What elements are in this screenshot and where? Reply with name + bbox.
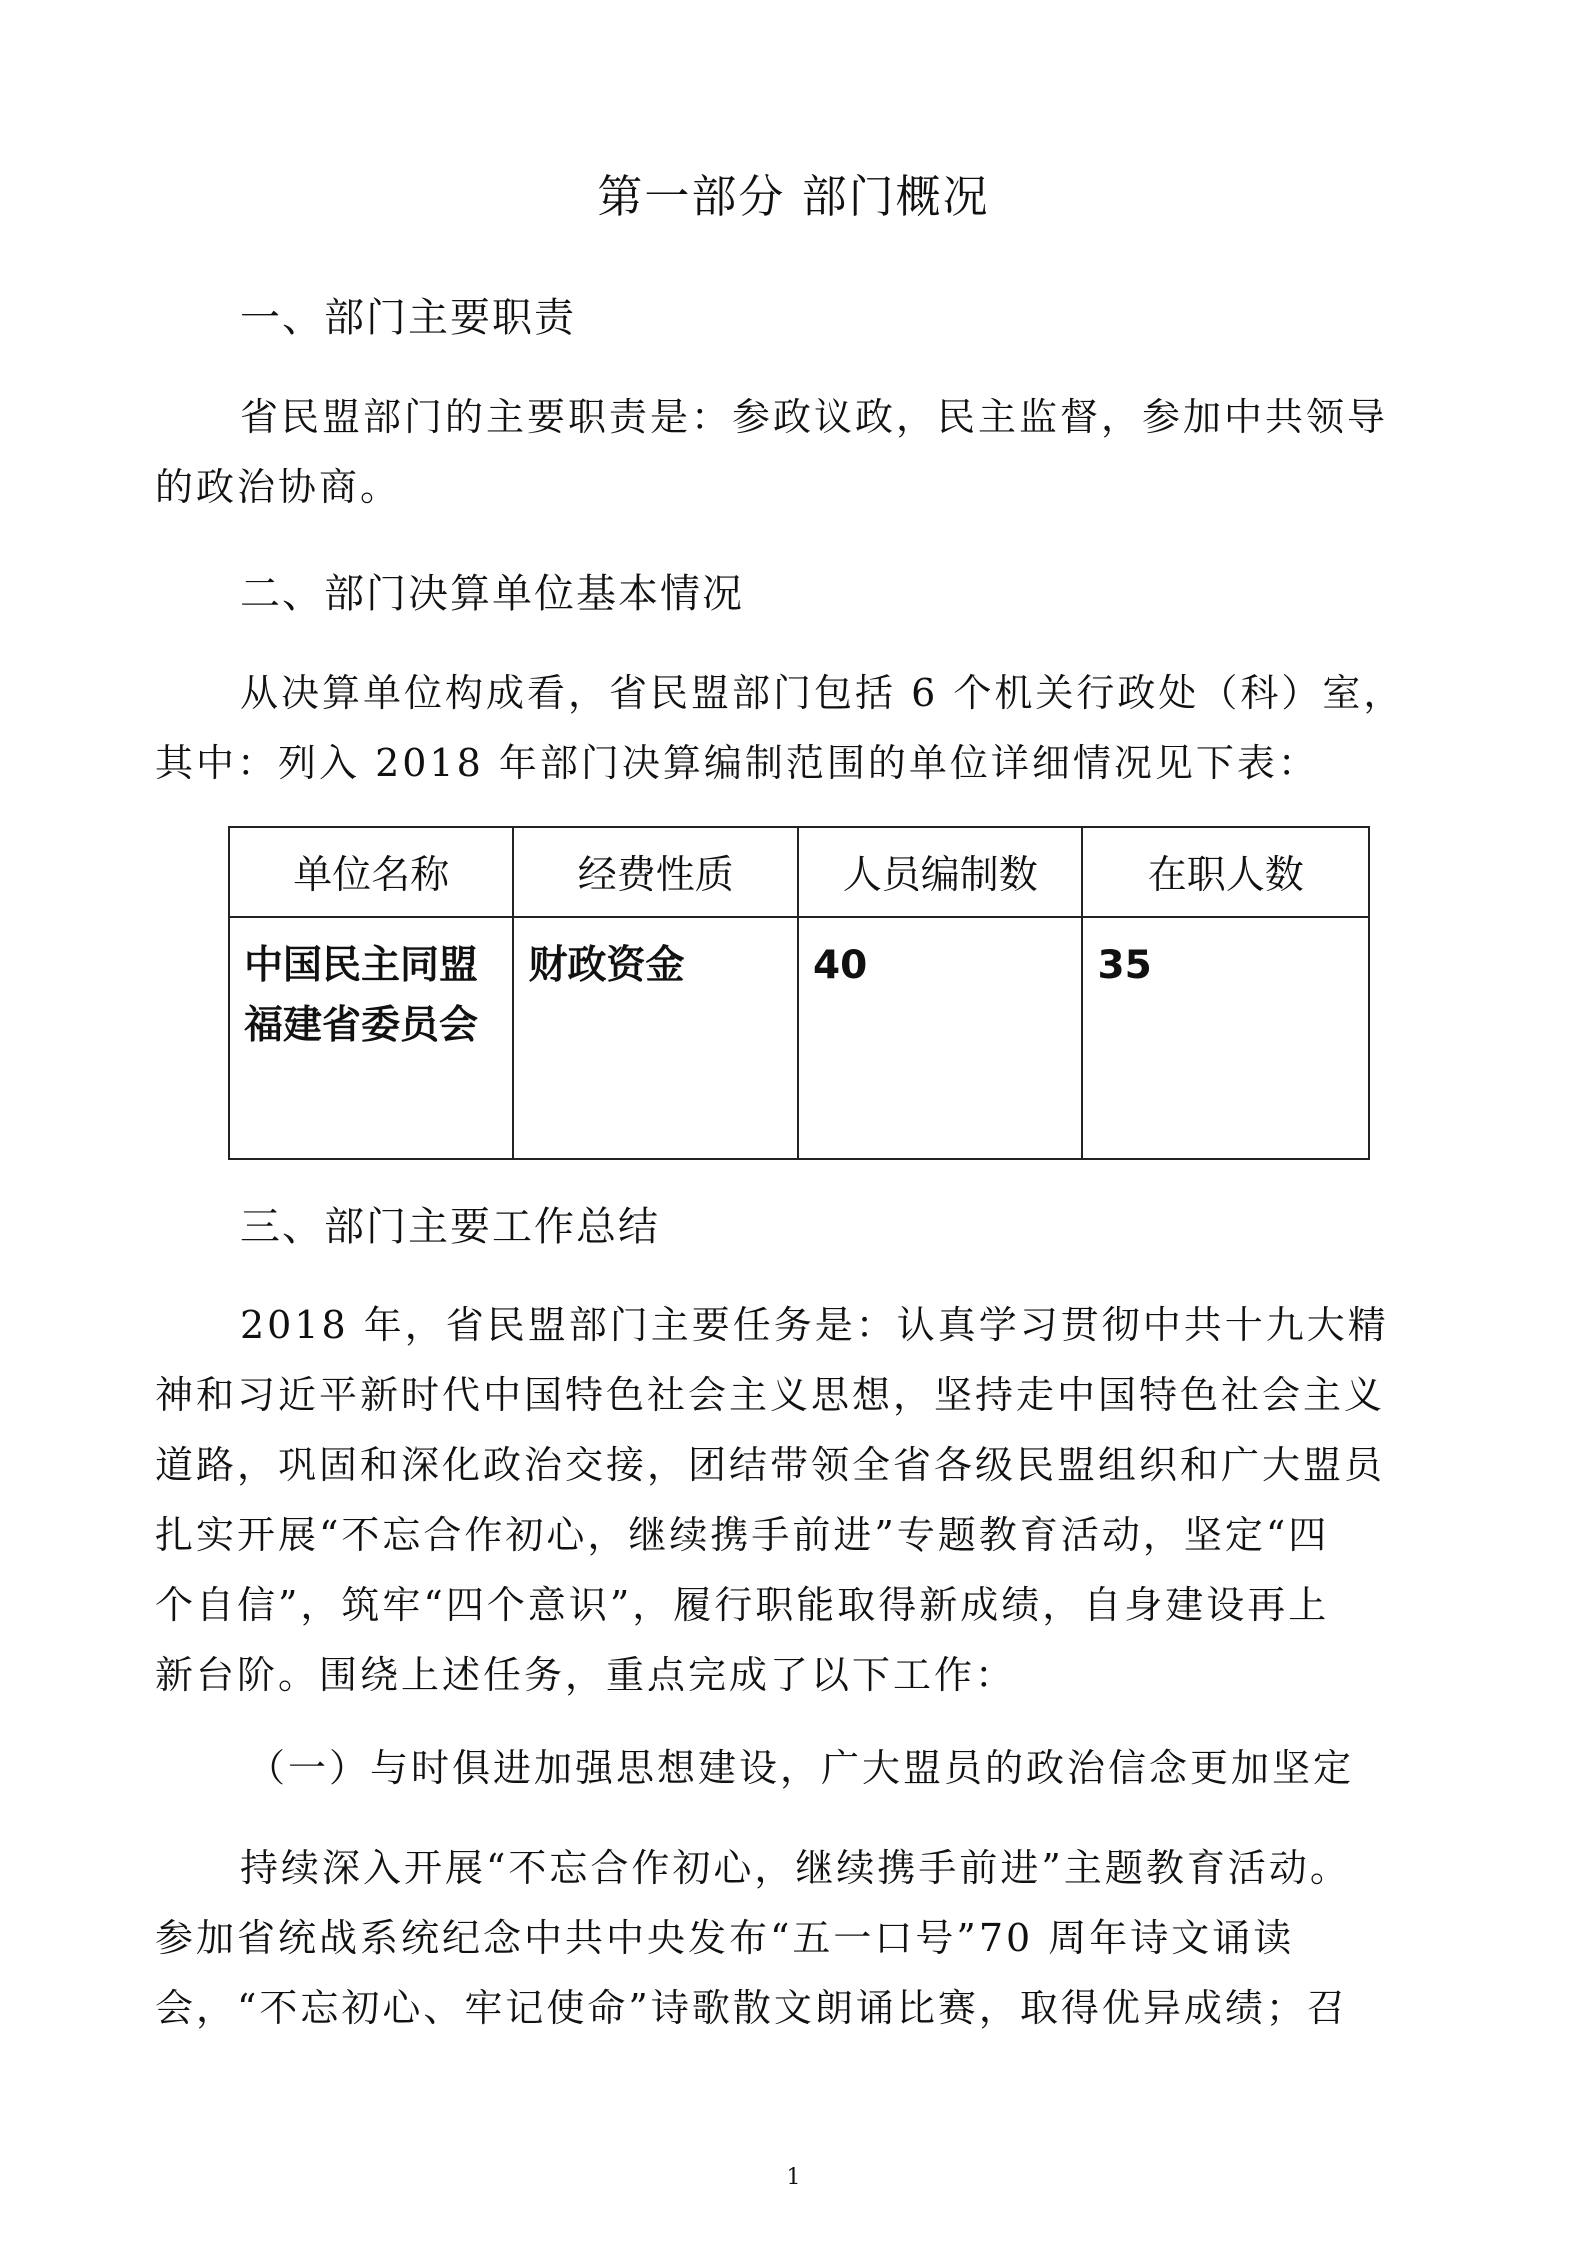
paragraph-line: 2018 年，省民盟部门主要任务是：认真学习贯彻中共十九大精	[240, 1303, 1389, 1347]
section-heading-work-summary: 三、部门主要工作总结	[240, 1204, 660, 1250]
paragraph-work-summary	[155, 1290, 1445, 1710]
column-header-staff-quota: 人员编制数	[798, 827, 1083, 917]
paragraph-line: 的政治协商。	[155, 465, 402, 509]
cell-fund-type: 财政资金	[513, 917, 797, 1159]
cell-staff-quota: 40	[798, 917, 1083, 1159]
column-header-fund-type: 经费性质	[513, 827, 797, 917]
column-header-unit-name: 单位名称	[229, 827, 513, 917]
paragraph-line: 神和习近平新时代中国特色社会主义思想，坚持走中国特色社会主义	[155, 1373, 1386, 1417]
paragraph-line: 其中：列入 2018 年部门决算编制范围的单位详细情况见下表：	[155, 741, 1319, 785]
unit-info-table	[228, 826, 1370, 1160]
paragraph-line: 道路，巩固和深化政治交接，团结带领全省各级民盟组织和广大盟员	[155, 1443, 1386, 1487]
subheading-text: （一）与时俱进加强思想建设，广大盟员的政治信念更加坚定	[247, 1746, 1355, 1790]
paragraph-duties	[155, 382, 1445, 522]
paragraph-line: 扎实开展“不忘合作初心，继续携手前进”专题教育活动，坚定“四	[155, 1513, 1330, 1557]
paragraph-line: 从决算单位构成看，省民盟部门包括 6 个机关行政处（科）室，	[240, 671, 1405, 715]
paragraph-line: 持续深入开展“不忘合作初心，继续携手前进”主题教育活动。	[240, 1846, 1351, 1890]
cell-staff-actual: 35	[1082, 917, 1369, 1159]
table-row	[229, 917, 1369, 1159]
cell-unit-name: 中国民主同盟福建省委员会	[229, 917, 513, 1159]
paragraph-line: 参加省统战系统纪念中共中央发布“五一口号”70 周年诗文诵读	[155, 1916, 1295, 1960]
page-title: 第一部分 部门概况	[597, 170, 990, 223]
paragraph-line: 会，“不忘初心、牢记使命”诗歌散文朗诵比赛，取得优异成绩；召	[155, 1986, 1348, 2030]
paragraph-line: 省民盟部门的主要职责是：参政议政，民主监督，参加中共领导	[240, 395, 1389, 439]
section-heading-duties: 一、部门主要职责	[240, 295, 576, 341]
paragraph-units	[155, 658, 1445, 798]
column-header-staff-actual: 在职人数	[1082, 827, 1369, 917]
table-header-row	[229, 827, 1369, 917]
paragraph-line: 个自信”，筑牢“四个意识”，履行职能取得新成绩，自身建设再上	[155, 1583, 1330, 1627]
subheading-ideological-building	[155, 1733, 1445, 1803]
section-heading-units: 二、部门决算单位基本情况	[240, 571, 744, 617]
paragraph-line: 新台阶。围绕上述任务，重点完成了以下工作：	[155, 1653, 1017, 1697]
page-number: 1	[786, 2165, 801, 2190]
paragraph-education-activities	[155, 1833, 1445, 2043]
